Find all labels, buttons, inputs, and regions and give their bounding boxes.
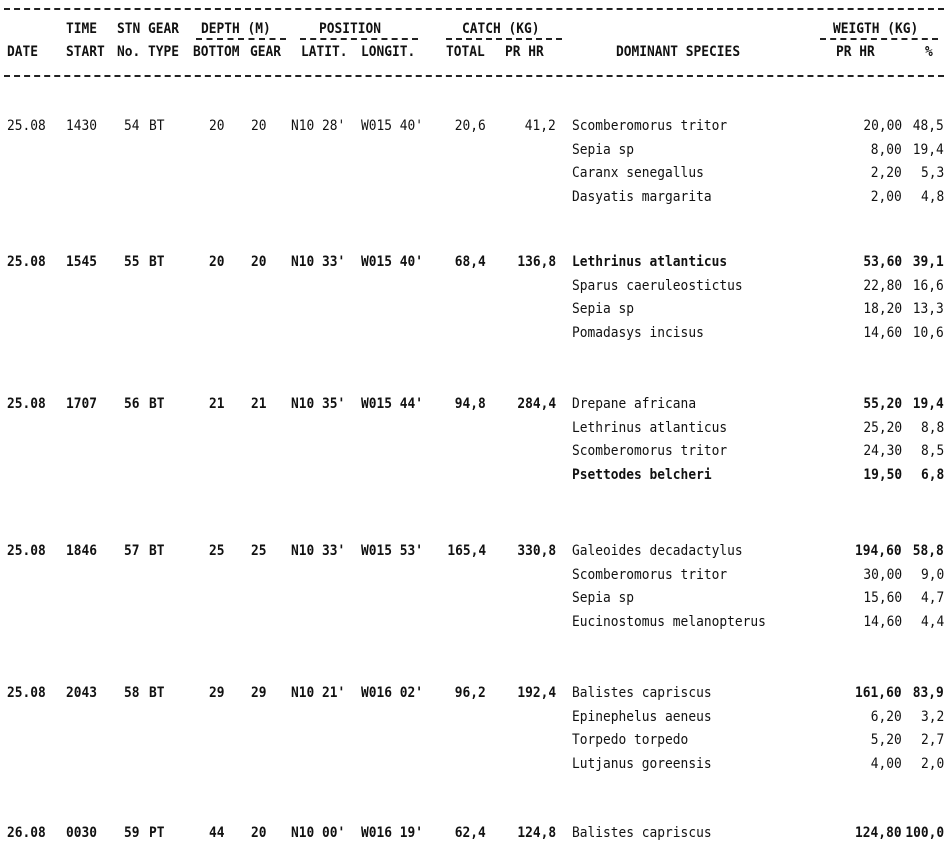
species-percent: 83,9 [912,685,944,701]
station-total-catch: 20,6 [454,118,486,134]
station-catch-per-hour: 330,8 [517,543,556,559]
species-weight-per-hour: 6,20 [870,709,902,725]
station-gear-type: BT [149,685,165,701]
species-weight-per-hour: 14,60 [863,325,902,341]
station-longitude: W016 02' [361,685,424,701]
species-weight-per-hour: 15,60 [863,590,902,606]
species-percent: 100,0 [905,825,944,841]
species-percent: 10,6 [912,325,944,341]
species-name: Psettodes belcheri [572,467,712,483]
header-gear: GEAR [250,44,282,60]
species-weight-per-hour: 24,30 [863,443,902,459]
station-gear-type: BT [149,396,165,412]
header-weight-pr-hr: PR HR [836,44,875,60]
species-percent: 13,3 [912,301,944,317]
station-time: 1846 [66,543,98,559]
species-percent: 39,1 [912,254,944,270]
species-name: Drepane africana [572,396,697,412]
species-percent: 8,5 [920,443,944,459]
station-catch-per-hour: 192,4 [517,685,556,701]
station-catch-per-hour: 284,4 [517,396,556,412]
top-divider [4,8,944,10]
station-latitude: N10 21' [291,685,346,701]
station-date: 25.08 [7,118,46,134]
station-total-catch: 68,4 [454,254,486,270]
species-weight-per-hour: 18,20 [863,301,902,317]
station-date: 25.08 [7,396,46,412]
station-bottom-depth: 29 [209,685,225,701]
depth-underline [196,38,286,40]
station-bottom-depth: 20 [209,118,225,134]
station-time: 0030 [66,825,98,841]
station-number: 54 [124,118,140,134]
station-date: 25.08 [7,685,46,701]
species-weight-per-hour: 55,20 [863,396,902,412]
station-total-catch: 96,2 [454,685,486,701]
species-percent: 4,4 [920,614,944,630]
station-total-catch: 62,4 [454,825,486,841]
header-stn-gear: STN GEAR [117,21,180,37]
station-catch-per-hour: 136,8 [517,254,556,270]
species-name: Torpedo torpedo [572,732,689,748]
station-date: 25.08 [7,254,46,270]
station-bottom-depth: 21 [209,396,225,412]
species-weight-per-hour: 25,20 [863,420,902,436]
species-weight-per-hour: 22,80 [863,278,902,294]
species-name: Dasyatis margarita [572,189,712,205]
species-name: Scomberomorus tritor [572,567,728,583]
station-latitude: N10 33' [291,543,346,559]
species-percent: 4,8 [920,189,944,205]
header-bottom: BOTTOM [193,44,240,60]
header-time: TIME [66,21,98,37]
station-date: 26.08 [7,825,46,841]
header-divider [4,75,944,77]
header-no-type: No. TYPE [117,44,180,60]
species-percent: 3,2 [920,709,944,725]
station-gear-depth: 25 [251,543,267,559]
header-pr-hr: PR HR [505,44,544,60]
species-name: Sparus caeruleostictus [572,278,743,294]
station-time: 1545 [66,254,98,270]
header-weight: WEIGTH (KG) [833,21,919,37]
station-bottom-depth: 44 [209,825,225,841]
catch-underline [446,38,562,40]
header-start: START [66,44,105,60]
header-percent: % [925,44,933,60]
station-gear-depth: 20 [251,254,267,270]
station-bottom-depth: 25 [209,543,225,559]
species-percent: 19,4 [912,142,944,158]
station-total-catch: 94,8 [454,396,486,412]
station-time: 1707 [66,396,98,412]
header-total: TOTAL [446,44,485,60]
position-underline [300,38,418,40]
species-name: Balistes capriscus [572,825,712,841]
species-percent: 4,7 [920,590,944,606]
species-percent: 5,3 [920,165,944,181]
species-weight-per-hour: 20,00 [863,118,902,134]
species-weight-per-hour: 8,00 [870,142,902,158]
species-name: Sepia sp [572,301,635,317]
species-weight-per-hour: 2,20 [870,165,902,181]
station-gear-depth: 20 [251,118,267,134]
station-number: 58 [124,685,140,701]
species-weight-per-hour: 4,00 [870,756,902,772]
station-gear-type: BT [149,118,165,134]
header-latit: LATIT. [301,44,348,60]
species-weight-per-hour: 2,00 [870,189,902,205]
header-longit: LONGIT. [361,44,416,60]
species-name: Sepia sp [572,590,635,606]
species-percent: 48,5 [912,118,944,134]
species-percent: 16,6 [912,278,944,294]
species-weight-per-hour: 30,00 [863,567,902,583]
species-name: Pomadasys incisus [572,325,704,341]
station-latitude: N10 33' [291,254,346,270]
station-gear-type: BT [149,543,165,559]
station-gear-type: BT [149,254,165,270]
species-weight-per-hour: 14,60 [863,614,902,630]
station-bottom-depth: 20 [209,254,225,270]
header-dominant-species: DOMINANT SPECIES [616,44,741,60]
station-total-catch: 165,4 [447,543,486,559]
species-name: Caranx senegallus [572,165,704,181]
station-longitude: W015 53' [361,543,424,559]
station-number: 55 [124,254,140,270]
station-latitude: N10 35' [291,396,346,412]
station-gear-depth: 29 [251,685,267,701]
species-weight-per-hour: 19,50 [863,467,902,483]
species-name: Scomberomorus tritor [572,118,728,134]
species-name: Sepia sp [572,142,635,158]
station-longitude: W015 40' [361,118,424,134]
station-latitude: N10 28' [291,118,346,134]
species-name: Lethrinus atlanticus [572,420,728,436]
species-percent: 9,0 [920,567,944,583]
species-weight-per-hour: 124,80 [855,825,902,841]
weight-underline [820,38,938,40]
station-date: 25.08 [7,543,46,559]
species-weight-per-hour: 161,60 [855,685,902,701]
species-percent: 2,7 [920,732,944,748]
species-name: Scomberomorus tritor [572,443,728,459]
header-catch: CATCH (KG) [462,21,540,37]
station-latitude: N10 00' [291,825,346,841]
station-gear-depth: 21 [251,396,267,412]
station-longitude: W015 40' [361,254,424,270]
species-weight-per-hour: 53,60 [863,254,902,270]
station-catch-per-hour: 41,2 [524,118,556,134]
station-gear-type: PT [149,825,165,841]
species-name: Lethrinus atlanticus [572,254,728,270]
header-date: DATE [7,44,39,60]
station-longitude: W015 44' [361,396,424,412]
species-percent: 19,4 [912,396,944,412]
station-time: 1430 [66,118,98,134]
species-weight-per-hour: 5,20 [870,732,902,748]
species-weight-per-hour: 194,60 [855,543,902,559]
station-time: 2043 [66,685,98,701]
species-name: Epinephelus aeneus [572,709,712,725]
species-percent: 2,0 [920,756,944,772]
species-percent: 8,8 [920,420,944,436]
header-position: POSITION [319,21,382,37]
species-name: Balistes capriscus [572,685,712,701]
species-name: Lutjanus goreensis [572,756,712,772]
station-number: 56 [124,396,140,412]
station-longitude: W016 19' [361,825,424,841]
station-gear-depth: 20 [251,825,267,841]
species-percent: 6,8 [920,467,944,483]
species-name: Eucinostomus melanopterus [572,614,766,630]
station-catch-per-hour: 124,8 [517,825,556,841]
header-depth: DEPTH (M) [201,21,271,37]
station-number: 57 [124,543,140,559]
species-percent: 58,8 [912,543,944,559]
species-name: Galeoides decadactylus [572,543,743,559]
station-number: 59 [124,825,140,841]
